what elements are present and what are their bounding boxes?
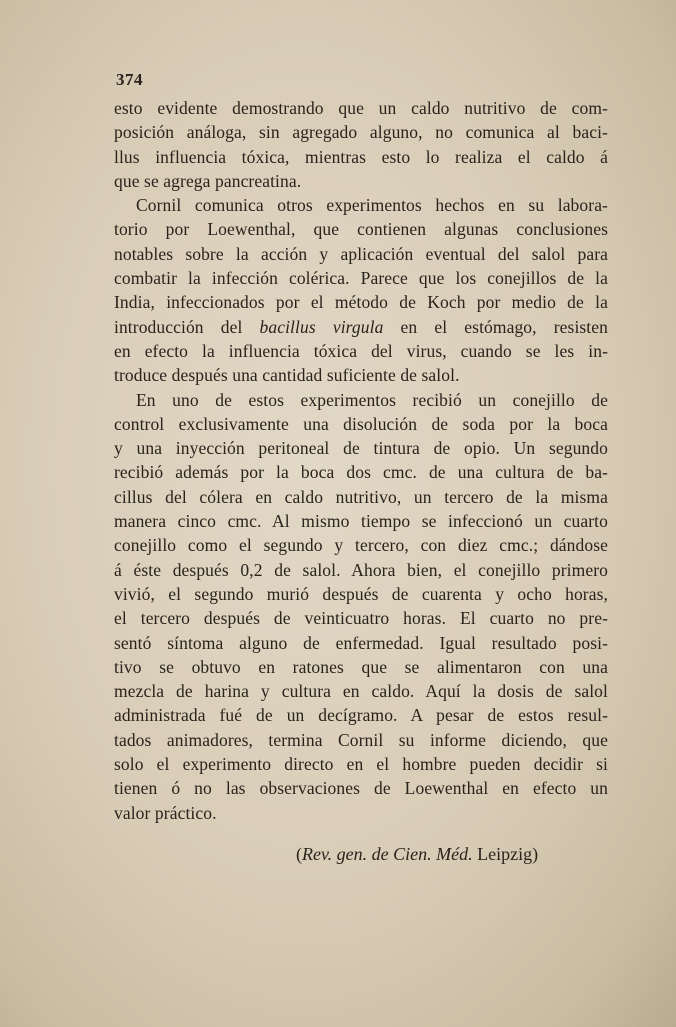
text-line: manera cinco cmc. Al mismo tiempo se infeccionó un cuarto	[114, 511, 608, 532]
source-citation	[296, 844, 538, 865]
italic-term: bacillus virgula	[259, 316, 384, 337]
text-line: administrada fué de un decígramo. A pesar de estos resul-	[114, 705, 608, 726]
text-line: En uno de estos experimentos recibió un conejillo de	[136, 389, 608, 410]
text-line: troduce después una cantidad suficiente de salol.	[114, 365, 460, 386]
text-line: valor práctico.	[114, 802, 217, 823]
text-line: en efecto la influencia tóxica del virus, cuando se les in-	[114, 340, 608, 361]
text-line: combatir la infección colérica. Parece que los conejillos de la	[114, 268, 608, 289]
text-line: vivió, el segundo murió después de cuarenta y ocho horas,	[114, 583, 608, 604]
citation-place: Leipzig)	[472, 844, 539, 864]
text-line: el tercero después de veinticuatro horas. El cuarto no pre-	[114, 608, 608, 629]
text-line: tivo se obtuvo en ratones que se alimentaron con una	[114, 656, 608, 677]
citation-open-paren: (	[296, 844, 302, 864]
text-line: Cornil comunica otros experimentos hechos en su labora-	[136, 195, 608, 216]
text-line: notables sobre la acción y aplicación eventual del salol para	[114, 243, 608, 264]
text-line: llus influencia tóxica, mientras esto lo realiza el caldo á	[114, 146, 608, 167]
text-line: que se agrega pancreatina.	[114, 170, 302, 191]
text-line: recibió además por la boca dos cmc. de una cultura de ba-	[114, 462, 608, 483]
text-line: control exclusivamente una disolución de soda por la boca	[114, 413, 608, 434]
body-text	[114, 96, 608, 825]
text-line: sentó síntoma alguno de enfermedad. Igual resultado posi-	[114, 632, 608, 653]
text-line: conejillo como el segundo y tercero, con diez cmc.; dándose	[114, 535, 608, 556]
text-line: esto evidente demostrando que un caldo nutritivo de com-	[114, 98, 608, 118]
text-line: tienen ó no las observaciones de Loewenthal en efecto un	[114, 778, 608, 799]
text-line: á éste después 0,2 de salol. Ahora bien, el conejillo primero	[114, 559, 608, 580]
text-line: tados animadores, termina Cornil su informe diciendo, que	[114, 729, 608, 750]
text-line: y una inyección peritoneal de tintura de opio. Un segundo	[114, 438, 608, 459]
text-line: torio por Loewenthal, que contienen algunas conclusiones	[114, 219, 608, 240]
page-number: 374	[116, 70, 143, 89]
text-line: posición análoga, sin agregado alguno, no comunica al baci-	[114, 122, 608, 143]
text-line: introducción del bacillus virgula en el estómago, resisten	[114, 316, 608, 337]
text-line: solo el experimento directo en el hombre pueden decidir si	[114, 754, 608, 775]
text-line: mezcla de harina y cultura en caldo. Aquí la dosis de salol	[114, 681, 608, 702]
text-line: India, infeccionados por el método de Koch por medio de la	[114, 292, 608, 313]
citation-source: Rev. gen. de Cien. Méd.	[302, 844, 473, 864]
text-line: cillus del cólera en caldo nutritivo, un tercero de la misma	[114, 486, 608, 507]
